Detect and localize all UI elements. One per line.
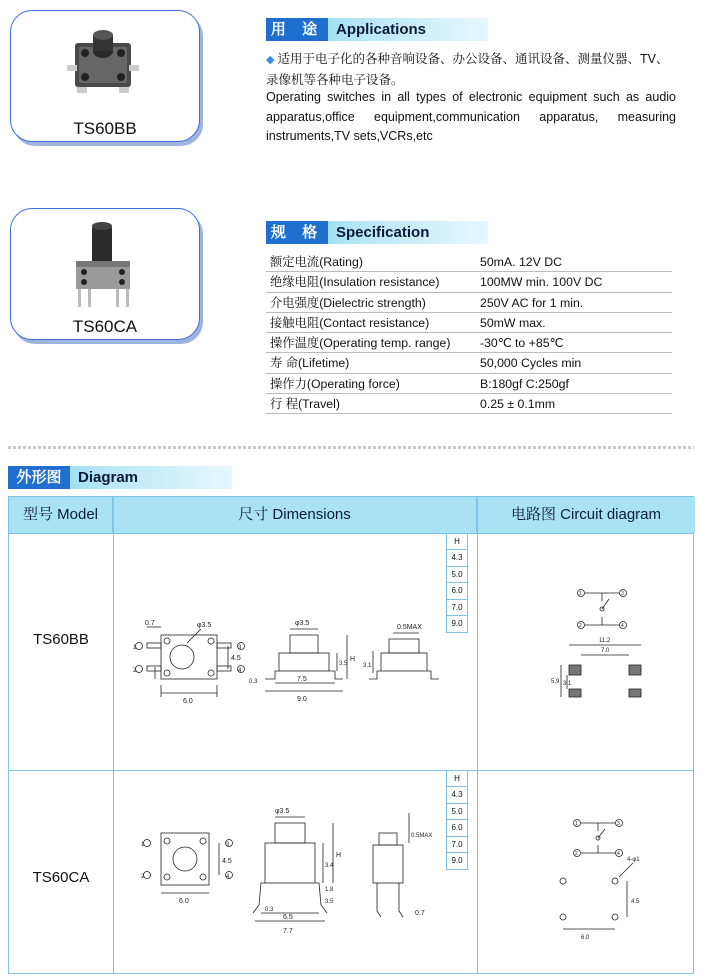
spec-table <box>266 252 672 414</box>
dim-label: 11.2 <box>599 638 611 644</box>
product-card-ts60bb <box>10 10 200 142</box>
dim-label: 4-φ1 <box>627 857 640 863</box>
spec-value: 250V AC for 1 min. <box>480 295 584 310</box>
diagram-table <box>8 496 694 974</box>
spec-row <box>266 313 672 333</box>
applications-text-en: Operating switches in all types of electronic equipment such as audio apparatus,office equipment,communication apparatus, measuring instruments,TV sets,VCRs,etc <box>266 90 676 143</box>
specification-title-cn: 规 格 <box>266 221 328 244</box>
spec-row <box>266 353 672 373</box>
height-table-cell: 9.0 <box>451 855 463 865</box>
dim-label: H <box>350 656 356 663</box>
height-table-cell: 7.0 <box>447 837 467 853</box>
spec-key: 行 程(Travel) <box>270 397 340 412</box>
row-divider <box>9 770 693 771</box>
product-model-label: TS60CA <box>72 317 138 336</box>
dim-label: 6.0 <box>179 898 189 905</box>
dim-label: 6.0 <box>183 698 193 705</box>
product-card-ts60ca <box>10 208 200 340</box>
dim-label: 0.7 <box>415 910 425 917</box>
diagram-header <box>8 466 232 489</box>
height-table-cell: 6.0 <box>447 583 467 599</box>
spec-row <box>266 293 672 313</box>
height-table-cell: 9.0 <box>451 618 463 628</box>
spec-row <box>266 333 672 353</box>
spec-key: 额定电流(Rating) <box>270 255 363 269</box>
dim-label: 3.5 <box>325 899 334 905</box>
pin-label: 3 <box>617 821 620 827</box>
dim-label: 0.5MAX <box>397 624 422 631</box>
specification-title-en: Specification <box>336 224 430 241</box>
height-table-cell: 4.3 <box>447 787 467 803</box>
dim-label: 1.8 <box>325 887 334 893</box>
dim-label: 4.5 <box>222 858 232 865</box>
height-table-cell: 5.0 <box>447 567 467 583</box>
spec-key: 介电强度(Dielectric strength) <box>270 295 426 310</box>
pin-label: 3 <box>238 645 242 651</box>
spec-key: 绝缘电阻(Insulation resistance) <box>270 275 440 290</box>
spec-value: 50mA. 12V DC <box>480 255 563 269</box>
pin-label: 4 <box>238 668 242 674</box>
spec-value: 50,000 Cycles min <box>480 356 582 371</box>
spec-key: 接触电阻(Contact resistance) <box>270 315 430 330</box>
dim-label: 9.0 <box>297 696 307 703</box>
pin-label: 3 <box>621 591 624 597</box>
dim-label: φ3.5 <box>275 808 290 815</box>
dim-label: H <box>336 852 342 859</box>
height-table-cell: 7.0 <box>447 600 467 616</box>
model-ts60bb: TS60BB <box>33 631 89 648</box>
dim-label: 3.1 <box>563 681 572 687</box>
diagram-title-cn: 外形图 <box>8 466 70 489</box>
spec-value: -30℃ to +85℃ <box>480 336 564 351</box>
column-divider <box>113 497 114 973</box>
pin-label: 1 <box>575 821 578 827</box>
spec-value: 50mW max. <box>480 315 546 330</box>
spec-key: 操作力(Operating force) <box>270 376 400 391</box>
spec-key: 寿 命(Lifetime) <box>270 356 350 371</box>
dim-label: 3.4 <box>325 863 334 869</box>
spec-row <box>266 374 672 394</box>
pin-label: 4 <box>226 874 230 880</box>
product-model-label: TS60BB <box>73 119 137 138</box>
dim-label: 7.7 <box>283 928 293 935</box>
spec-row <box>266 272 672 292</box>
height-table-cell: H <box>447 771 467 787</box>
product-photo-ts60ca <box>66 217 146 313</box>
pin-label: 3 <box>226 842 230 848</box>
dim-label: 0.5MAX <box>411 833 433 839</box>
diamond-bullet-icon: ◆ <box>266 54 278 66</box>
specification-header <box>266 221 488 244</box>
pin-label: 2 <box>141 874 145 880</box>
spec-row <box>266 394 672 414</box>
dimension-drawing-ts60bb <box>125 613 455 708</box>
height-table-cell: 5.0 <box>447 804 467 820</box>
spec-row <box>266 252 672 272</box>
circuit-diagram-ts60bb <box>549 585 659 710</box>
dim-label: 5.9 <box>551 679 560 685</box>
applications-title-cn: 用 途 <box>266 18 328 41</box>
dim-label: 0.3 <box>265 907 274 913</box>
dim-label: 7.5 <box>297 676 307 683</box>
spec-key: 操作温度(Operating temp. range) <box>270 336 451 351</box>
dim-label: 4.5 <box>231 655 241 662</box>
dim-label: 3.5 <box>339 661 348 667</box>
dim-label: φ3.5 <box>295 620 310 627</box>
pin-label: 1 <box>133 645 137 651</box>
dim-label: 0.7 <box>145 620 155 627</box>
dimension-drawing-ts60ca <box>125 793 455 943</box>
dim-label: 7.0 <box>601 648 610 654</box>
pin-label: 4 <box>621 623 624 629</box>
circuit-diagram-ts60ca <box>549 813 659 953</box>
applications-text-cn <box>266 50 676 90</box>
dim-label: 0.3 <box>249 679 258 685</box>
pin-label: 2 <box>575 851 578 857</box>
column-divider <box>477 497 478 973</box>
column-header-circuit: 电路图 Circuit diagram <box>477 497 695 533</box>
spec-value: 0.25 ± 0.1mm <box>480 397 556 412</box>
applications-header <box>266 18 488 41</box>
applications-title-en: Applications <box>336 21 427 38</box>
column-header-model: 型号 Model <box>9 497 113 533</box>
diagram-title-en: Diagram <box>78 469 139 486</box>
pin-label: 2 <box>579 623 582 629</box>
pin-label: 1 <box>579 591 582 597</box>
applications-cn-body: 适用于电子化的各种音响设备、办公设备、通讯设备、测量仪器、TV、录像机等各种电子设备。 <box>266 52 669 87</box>
dim-label: 3.1 <box>363 663 372 669</box>
height-table-cell: 6.0 <box>447 820 467 836</box>
column-header-dimensions: 尺寸 Dimensions <box>113 497 477 533</box>
dim-label: φ3.5 <box>197 622 212 629</box>
spec-value: 100MW min. 100V DC <box>480 275 603 290</box>
pin-label: 4 <box>617 851 620 857</box>
model-ts60ca: TS60CA <box>32 869 90 886</box>
spec-value: B:180gf C:250gf <box>480 376 569 391</box>
row-divider <box>9 533 693 534</box>
pin-label: 2 <box>133 668 137 674</box>
product-photo-ts60bb <box>63 25 153 105</box>
section-divider <box>8 446 694 449</box>
height-table-cell: 4.3 <box>447 550 467 566</box>
dim-label: 6.5 <box>283 914 293 921</box>
pin-label: 1 <box>141 842 145 848</box>
dim-label: 6.0 <box>581 935 590 941</box>
dim-label: 4.5 <box>631 899 640 905</box>
height-table-cell: H <box>447 534 467 550</box>
